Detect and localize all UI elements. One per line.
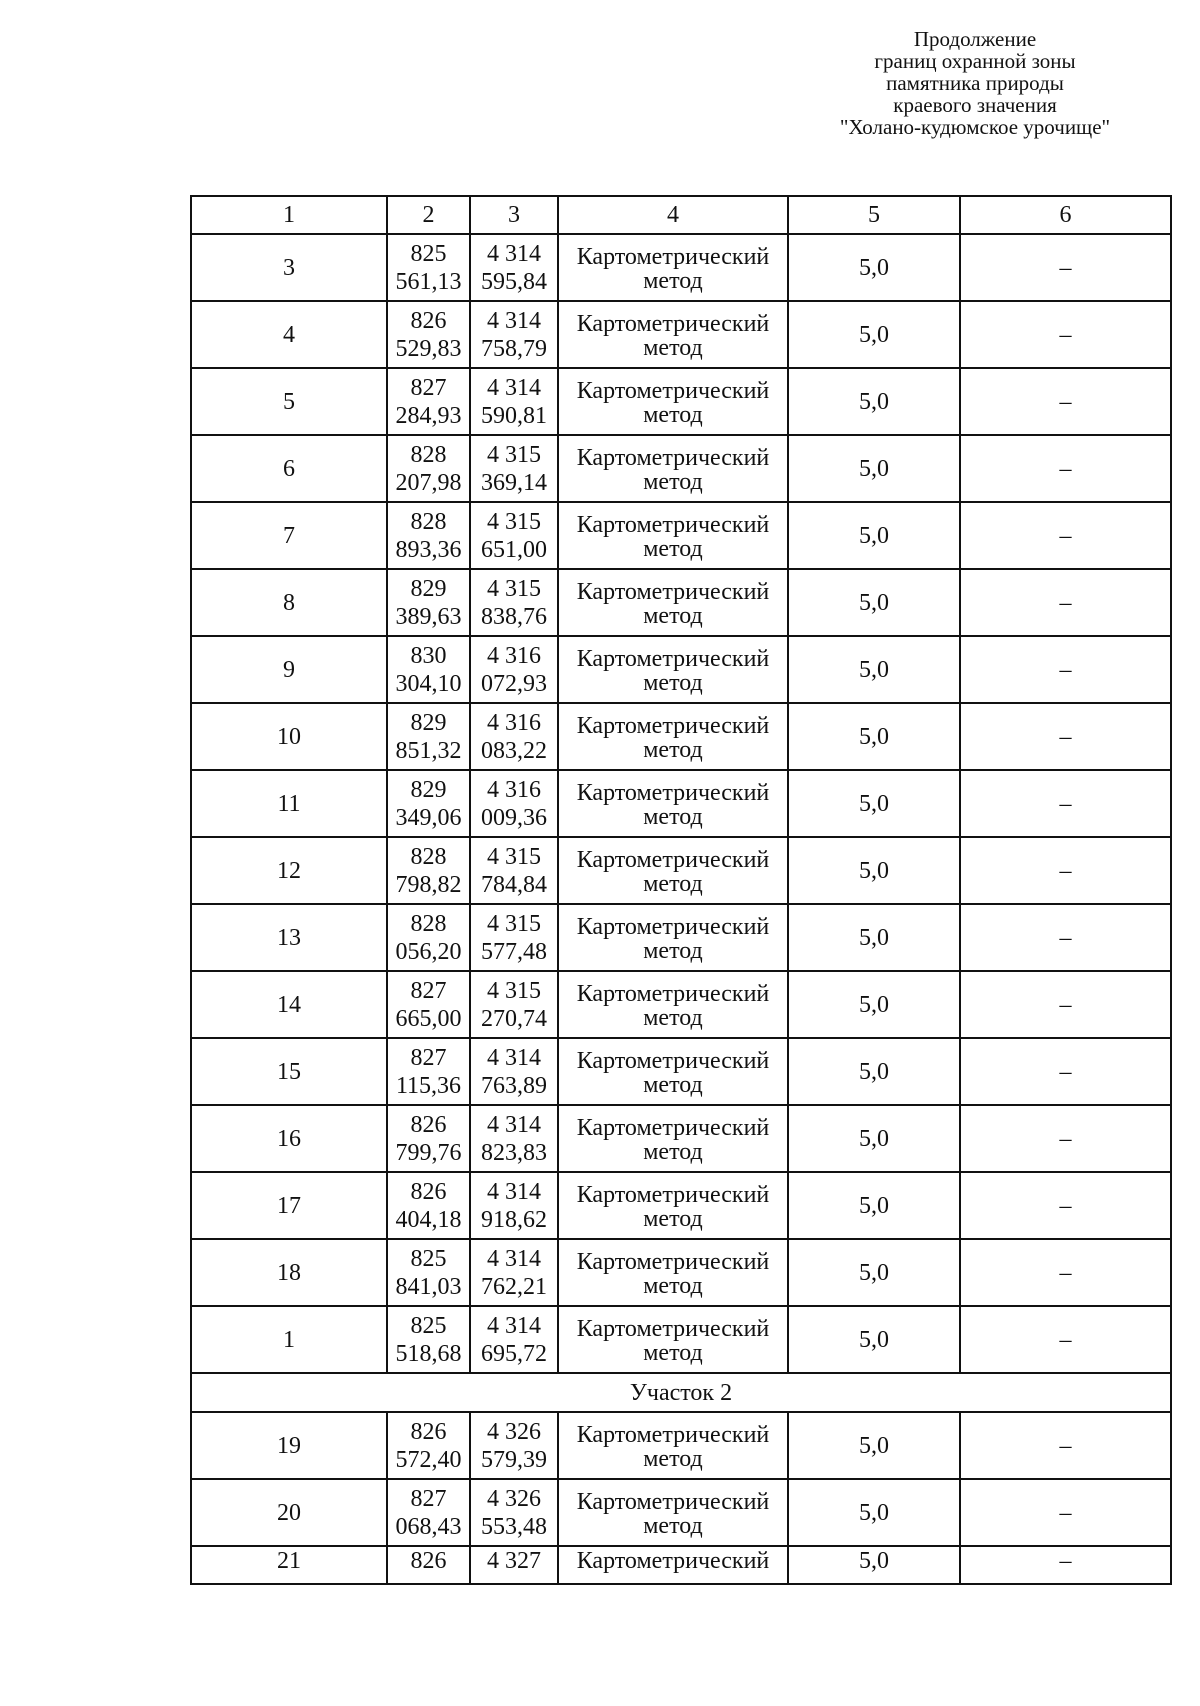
method-line2: метод [643, 736, 703, 763]
y-coordinate-part2: 823,83 [481, 1139, 547, 1166]
y-coordinate-part2: 009,36 [481, 804, 547, 831]
x-coordinate [387, 435, 470, 502]
point-number: 14 [191, 971, 387, 1038]
method-line1: Картометрический [576, 712, 770, 739]
method-line2: метод [643, 267, 703, 294]
point-number: 7 [191, 502, 387, 569]
header-line-3: памятника природы [886, 71, 1064, 95]
y-coordinate-part1: 4 326 [487, 1485, 541, 1512]
x-coordinate [387, 636, 470, 703]
method-cell [558, 1172, 788, 1239]
table-row [191, 770, 1171, 837]
table-row [191, 837, 1171, 904]
y-coordinate-part1: 4 315 [487, 441, 541, 468]
y-coordinate-part2: 651,00 [481, 536, 547, 563]
y-coordinate [470, 1412, 558, 1479]
section-title: Участок 2 [191, 1373, 1171, 1412]
note-dash: – [960, 837, 1171, 904]
method-line1: Картометрический [558, 1546, 788, 1584]
x-coordinate-part1: 827 [410, 1485, 447, 1512]
method-line1: Картометрический [576, 1488, 770, 1515]
method-cell [558, 368, 788, 435]
y-coordinate-part1: 4 316 [487, 642, 541, 669]
accuracy-value: 5,0 [788, 1105, 960, 1172]
accuracy-value: 5,0 [788, 234, 960, 301]
method-line1: Картометрический [576, 444, 770, 471]
x-coordinate-part1: 829 [410, 709, 447, 736]
y-coordinate [470, 435, 558, 502]
y-coordinate-part1: 4 314 [487, 1044, 541, 1071]
method-line1: Картометрический [576, 511, 770, 538]
method-line2: метод [643, 535, 703, 562]
y-coordinate [470, 234, 558, 301]
x-coordinate [387, 1105, 470, 1172]
table-row [191, 301, 1171, 368]
x-coordinate [387, 569, 470, 636]
y-coordinate-part2: 270,74 [481, 1005, 547, 1032]
method-cell [558, 904, 788, 971]
x-coordinate [387, 301, 470, 368]
note-dash: – [960, 502, 1171, 569]
method-line1: Картометрический [576, 377, 770, 404]
x-coordinate-part2: 284,93 [395, 402, 462, 429]
y-coordinate-part1: 4 315 [487, 575, 541, 602]
x-coordinate [387, 1479, 470, 1546]
y-coordinate-part1: 4 314 [487, 1245, 541, 1272]
note-dash: – [960, 435, 1171, 502]
accuracy-value: 5,0 [788, 1038, 960, 1105]
table-row [191, 1479, 1171, 1546]
x-coordinate [387, 502, 470, 569]
y-coordinate [470, 703, 558, 770]
note-dash: – [960, 904, 1171, 971]
x-coordinate [387, 368, 470, 435]
column-header: 1 [191, 196, 387, 234]
method-line2: метод [643, 401, 703, 428]
y-coordinate [470, 502, 558, 569]
x-coordinate-part1: 829 [410, 776, 447, 803]
method-line1: Картометрический [576, 846, 770, 873]
accuracy-value: 5,0 [788, 368, 960, 435]
note-dash: – [960, 569, 1171, 636]
point-number: 11 [191, 770, 387, 837]
note-dash: – [960, 301, 1171, 368]
y-coordinate-part1: 4 314 [487, 307, 541, 334]
x-coordinate [387, 1306, 470, 1373]
point-number: 12 [191, 837, 387, 904]
x-coordinate-part2: 851,32 [395, 737, 462, 764]
x-coordinate [387, 1239, 470, 1306]
point-number: 21 [191, 1546, 387, 1584]
method-cell [558, 301, 788, 368]
method-cell [558, 1479, 788, 1546]
table-row [191, 703, 1171, 770]
x-coordinate-part1: 828 [410, 508, 447, 535]
x-coordinate-part2: 798,82 [395, 871, 462, 898]
table-row [191, 368, 1171, 435]
y-coordinate [470, 1479, 558, 1546]
y-coordinate-part2: 763,89 [481, 1072, 547, 1099]
method-cell [558, 1306, 788, 1373]
method-line2: метод [643, 1071, 703, 1098]
accuracy-value: 5,0 [788, 1239, 960, 1306]
column-header: 4 [558, 196, 788, 234]
method-cell [558, 1038, 788, 1105]
x-coordinate-part2: 389,63 [395, 603, 462, 630]
table-row [191, 435, 1171, 502]
accuracy-value: 5,0 [788, 301, 960, 368]
x-coordinate-part1: 827 [410, 1044, 447, 1071]
method-line1: Картометрический [576, 1181, 770, 1208]
method-line2: метод [643, 1445, 703, 1472]
method-line1: Картометрический [576, 779, 770, 806]
method-cell [558, 1239, 788, 1306]
note-dash: – [960, 703, 1171, 770]
method-line2: метод [643, 1339, 703, 1366]
method-line1: Картометрический [576, 310, 770, 337]
y-coordinate-part1: 4 315 [487, 843, 541, 870]
x-coordinate-part1: 825 [410, 1312, 447, 1339]
header-line-2: границ охранной зоны [874, 49, 1076, 73]
point-number: 4 [191, 301, 387, 368]
table-row [191, 1038, 1171, 1105]
point-number: 16 [191, 1105, 387, 1172]
method-line2: метод [643, 1004, 703, 1031]
x-coordinate [387, 837, 470, 904]
note-dash: – [960, 1546, 1171, 1584]
method-line1: Картометрический [576, 578, 770, 605]
y-coordinate [470, 636, 558, 703]
y-coordinate-part1: 4 327 [470, 1546, 558, 1584]
method-line1: Картометрический [576, 1421, 770, 1448]
method-cell [558, 1105, 788, 1172]
x-coordinate-part2: 841,03 [395, 1273, 462, 1300]
x-coordinate-part2: 518,68 [395, 1340, 462, 1367]
accuracy-value: 5,0 [788, 636, 960, 703]
method-line1: Картометрический [576, 243, 770, 270]
note-dash: – [960, 1172, 1171, 1239]
x-coordinate-part1: 826 [410, 307, 447, 334]
x-coordinate [387, 234, 470, 301]
y-coordinate [470, 368, 558, 435]
note-dash: – [960, 234, 1171, 301]
method-cell [558, 837, 788, 904]
accuracy-value: 5,0 [788, 971, 960, 1038]
header-line-5: "Холано-кудюмское урочище" [839, 115, 1111, 139]
note-dash: – [960, 1239, 1171, 1306]
note-dash: – [960, 1038, 1171, 1105]
point-number: 19 [191, 1412, 387, 1479]
x-coordinate-part1: 830 [410, 642, 447, 669]
table-row [191, 569, 1171, 636]
x-coordinate-part1: 829 [410, 575, 447, 602]
accuracy-value: 5,0 [788, 502, 960, 569]
table-row [191, 502, 1171, 569]
y-coordinate [470, 837, 558, 904]
header-line-1: Продолжение [913, 27, 1037, 51]
y-coordinate-part2: 369,14 [481, 469, 547, 496]
x-coordinate [387, 1038, 470, 1105]
point-number: 5 [191, 368, 387, 435]
x-coordinate [387, 703, 470, 770]
note-dash: – [960, 368, 1171, 435]
y-coordinate [470, 301, 558, 368]
accuracy-value: 5,0 [788, 435, 960, 502]
point-number: 18 [191, 1239, 387, 1306]
y-coordinate-part2: 590,81 [481, 402, 547, 429]
x-coordinate-part2: 115,36 [395, 1072, 462, 1099]
x-coordinate-part1: 826 [410, 1178, 447, 1205]
x-coordinate-part2: 349,06 [395, 804, 462, 831]
y-coordinate [470, 971, 558, 1038]
y-coordinate-part1: 4 326 [487, 1418, 541, 1445]
x-coordinate-part1: 827 [410, 374, 447, 401]
accuracy-value: 5,0 [788, 904, 960, 971]
accuracy-value: 5,0 [788, 1306, 960, 1373]
method-cell [558, 234, 788, 301]
column-header: 2 [387, 196, 470, 234]
table-row [191, 1105, 1171, 1172]
y-coordinate-part2: 083,22 [481, 737, 547, 764]
method-line2: метод [643, 1205, 703, 1232]
method-line2: метод [643, 1138, 703, 1165]
point-number: 17 [191, 1172, 387, 1239]
x-coordinate-part2: 304,10 [395, 670, 462, 697]
accuracy-value: 5,0 [788, 1412, 960, 1479]
method-cell [558, 636, 788, 703]
y-coordinate-part1: 4 316 [487, 776, 541, 803]
method-line2: метод [643, 1272, 703, 1299]
x-coordinate [387, 971, 470, 1038]
x-coordinate-part1: 827 [410, 977, 447, 1004]
y-coordinate-part2: 595,84 [481, 268, 547, 295]
method-line1: Картометрический [576, 1315, 770, 1342]
method-line2: метод [643, 602, 703, 629]
y-coordinate-part2: 762,21 [481, 1273, 547, 1300]
y-coordinate-part2: 758,79 [481, 335, 547, 362]
x-coordinate [387, 1412, 470, 1479]
y-coordinate-part2: 553,48 [481, 1513, 547, 1540]
x-coordinate-part2: 529,83 [395, 335, 462, 362]
y-coordinate-part1: 4 314 [487, 240, 541, 267]
table-row [191, 234, 1171, 301]
section-row [191, 1373, 1171, 1412]
method-line1: Картометрический [576, 980, 770, 1007]
method-line2: метод [643, 468, 703, 495]
method-cell [558, 502, 788, 569]
method-cell [558, 770, 788, 837]
x-coordinate-part2: 056,20 [395, 938, 462, 965]
accuracy-value: 5,0 [788, 1546, 960, 1584]
table-row [191, 1306, 1171, 1373]
y-coordinate-part1: 4 314 [487, 1178, 541, 1205]
method-cell [558, 569, 788, 636]
y-coordinate-part1: 4 316 [487, 709, 541, 736]
table-header-row [191, 196, 1171, 234]
note-dash: – [960, 1479, 1171, 1546]
x-coordinate [387, 770, 470, 837]
y-coordinate [470, 569, 558, 636]
accuracy-value: 5,0 [788, 1479, 960, 1546]
method-line1: Картометрический [576, 645, 770, 672]
method-line2: метод [643, 334, 703, 361]
x-coordinate-part2: 572,40 [395, 1446, 462, 1473]
header-line-4: краевого значения [893, 93, 1057, 117]
coordinates-table [190, 195, 1172, 1585]
point-number: 3 [191, 234, 387, 301]
table-row [191, 904, 1171, 971]
x-coordinate-part1: 828 [410, 441, 447, 468]
note-dash: – [960, 1412, 1171, 1479]
x-coordinate-part1: 826 [387, 1546, 470, 1584]
table-row [191, 1172, 1171, 1239]
method-line1: Картометрический [576, 913, 770, 940]
note-dash: – [960, 1306, 1171, 1373]
y-coordinate-part1: 4 315 [487, 977, 541, 1004]
note-dash: – [960, 770, 1171, 837]
x-coordinate-part2: 068,43 [395, 1513, 462, 1540]
y-coordinate [470, 1038, 558, 1105]
method-line2: метод [643, 937, 703, 964]
x-coordinate-part2: 207,98 [395, 469, 462, 496]
table-row [191, 971, 1171, 1038]
method-line2: метод [643, 870, 703, 897]
method-line1: Картометрический [576, 1047, 770, 1074]
y-coordinate [470, 1172, 558, 1239]
accuracy-value: 5,0 [788, 837, 960, 904]
y-coordinate-part2: 838,76 [481, 603, 547, 630]
point-number: 15 [191, 1038, 387, 1105]
column-header: 5 [788, 196, 960, 234]
x-coordinate-part1: 825 [410, 240, 447, 267]
method-line2: метод [643, 1512, 703, 1539]
method-cell [558, 971, 788, 1038]
point-number: 10 [191, 703, 387, 770]
y-coordinate [470, 1239, 558, 1306]
page-header [780, 28, 1170, 138]
x-coordinate-part2: 561,13 [395, 268, 462, 295]
x-coordinate-part2: 799,76 [395, 1139, 462, 1166]
x-coordinate-part2: 404,18 [395, 1206, 462, 1233]
y-coordinate-part2: 072,93 [481, 670, 547, 697]
x-coordinate-part1: 828 [410, 910, 447, 937]
point-number: 9 [191, 636, 387, 703]
method-line1: Картометрический [576, 1248, 770, 1275]
y-coordinate-part1: 4 314 [487, 1312, 541, 1339]
column-header: 3 [470, 196, 558, 234]
method-cell [558, 1412, 788, 1479]
method-cell [558, 703, 788, 770]
method-line1: Картометрический [576, 1114, 770, 1141]
accuracy-value: 5,0 [788, 770, 960, 837]
y-coordinate-part2: 918,62 [481, 1206, 547, 1233]
y-coordinate-part2: 577,48 [481, 938, 547, 965]
x-coordinate-part1: 825 [410, 1245, 447, 1272]
x-coordinate-part1: 828 [410, 843, 447, 870]
method-line2: метод [643, 669, 703, 696]
x-coordinate-part2: 893,36 [395, 536, 462, 563]
accuracy-value: 5,0 [788, 569, 960, 636]
method-cell [558, 435, 788, 502]
accuracy-value: 5,0 [788, 1172, 960, 1239]
x-coordinate-part2: 665,00 [395, 1005, 462, 1032]
column-header: 6 [960, 196, 1171, 234]
note-dash: – [960, 1105, 1171, 1172]
y-coordinate [470, 1105, 558, 1172]
table-row [191, 636, 1171, 703]
point-number: 8 [191, 569, 387, 636]
table-row [191, 1412, 1171, 1479]
y-coordinate-part2: 579,39 [481, 1446, 547, 1473]
accuracy-value: 5,0 [788, 703, 960, 770]
y-coordinate-part1: 4 314 [487, 1111, 541, 1138]
y-coordinate-part1: 4 315 [487, 910, 541, 937]
x-coordinate [387, 1172, 470, 1239]
x-coordinate [387, 904, 470, 971]
y-coordinate-part2: 695,72 [481, 1340, 547, 1367]
note-dash: – [960, 636, 1171, 703]
y-coordinate [470, 770, 558, 837]
method-line2: метод [643, 803, 703, 830]
table-row [191, 1239, 1171, 1306]
x-coordinate-part1: 826 [410, 1111, 447, 1138]
y-coordinate-part2: 784,84 [481, 871, 547, 898]
point-number: 20 [191, 1479, 387, 1546]
y-coordinate-part1: 4 315 [487, 508, 541, 535]
point-number: 1 [191, 1306, 387, 1373]
note-dash: – [960, 971, 1171, 1038]
y-coordinate-part1: 4 314 [487, 374, 541, 401]
table-row-partial [191, 1546, 1171, 1584]
x-coordinate-part1: 826 [410, 1418, 447, 1445]
y-coordinate [470, 1306, 558, 1373]
point-number: 13 [191, 904, 387, 971]
point-number: 6 [191, 435, 387, 502]
y-coordinate [470, 904, 558, 971]
